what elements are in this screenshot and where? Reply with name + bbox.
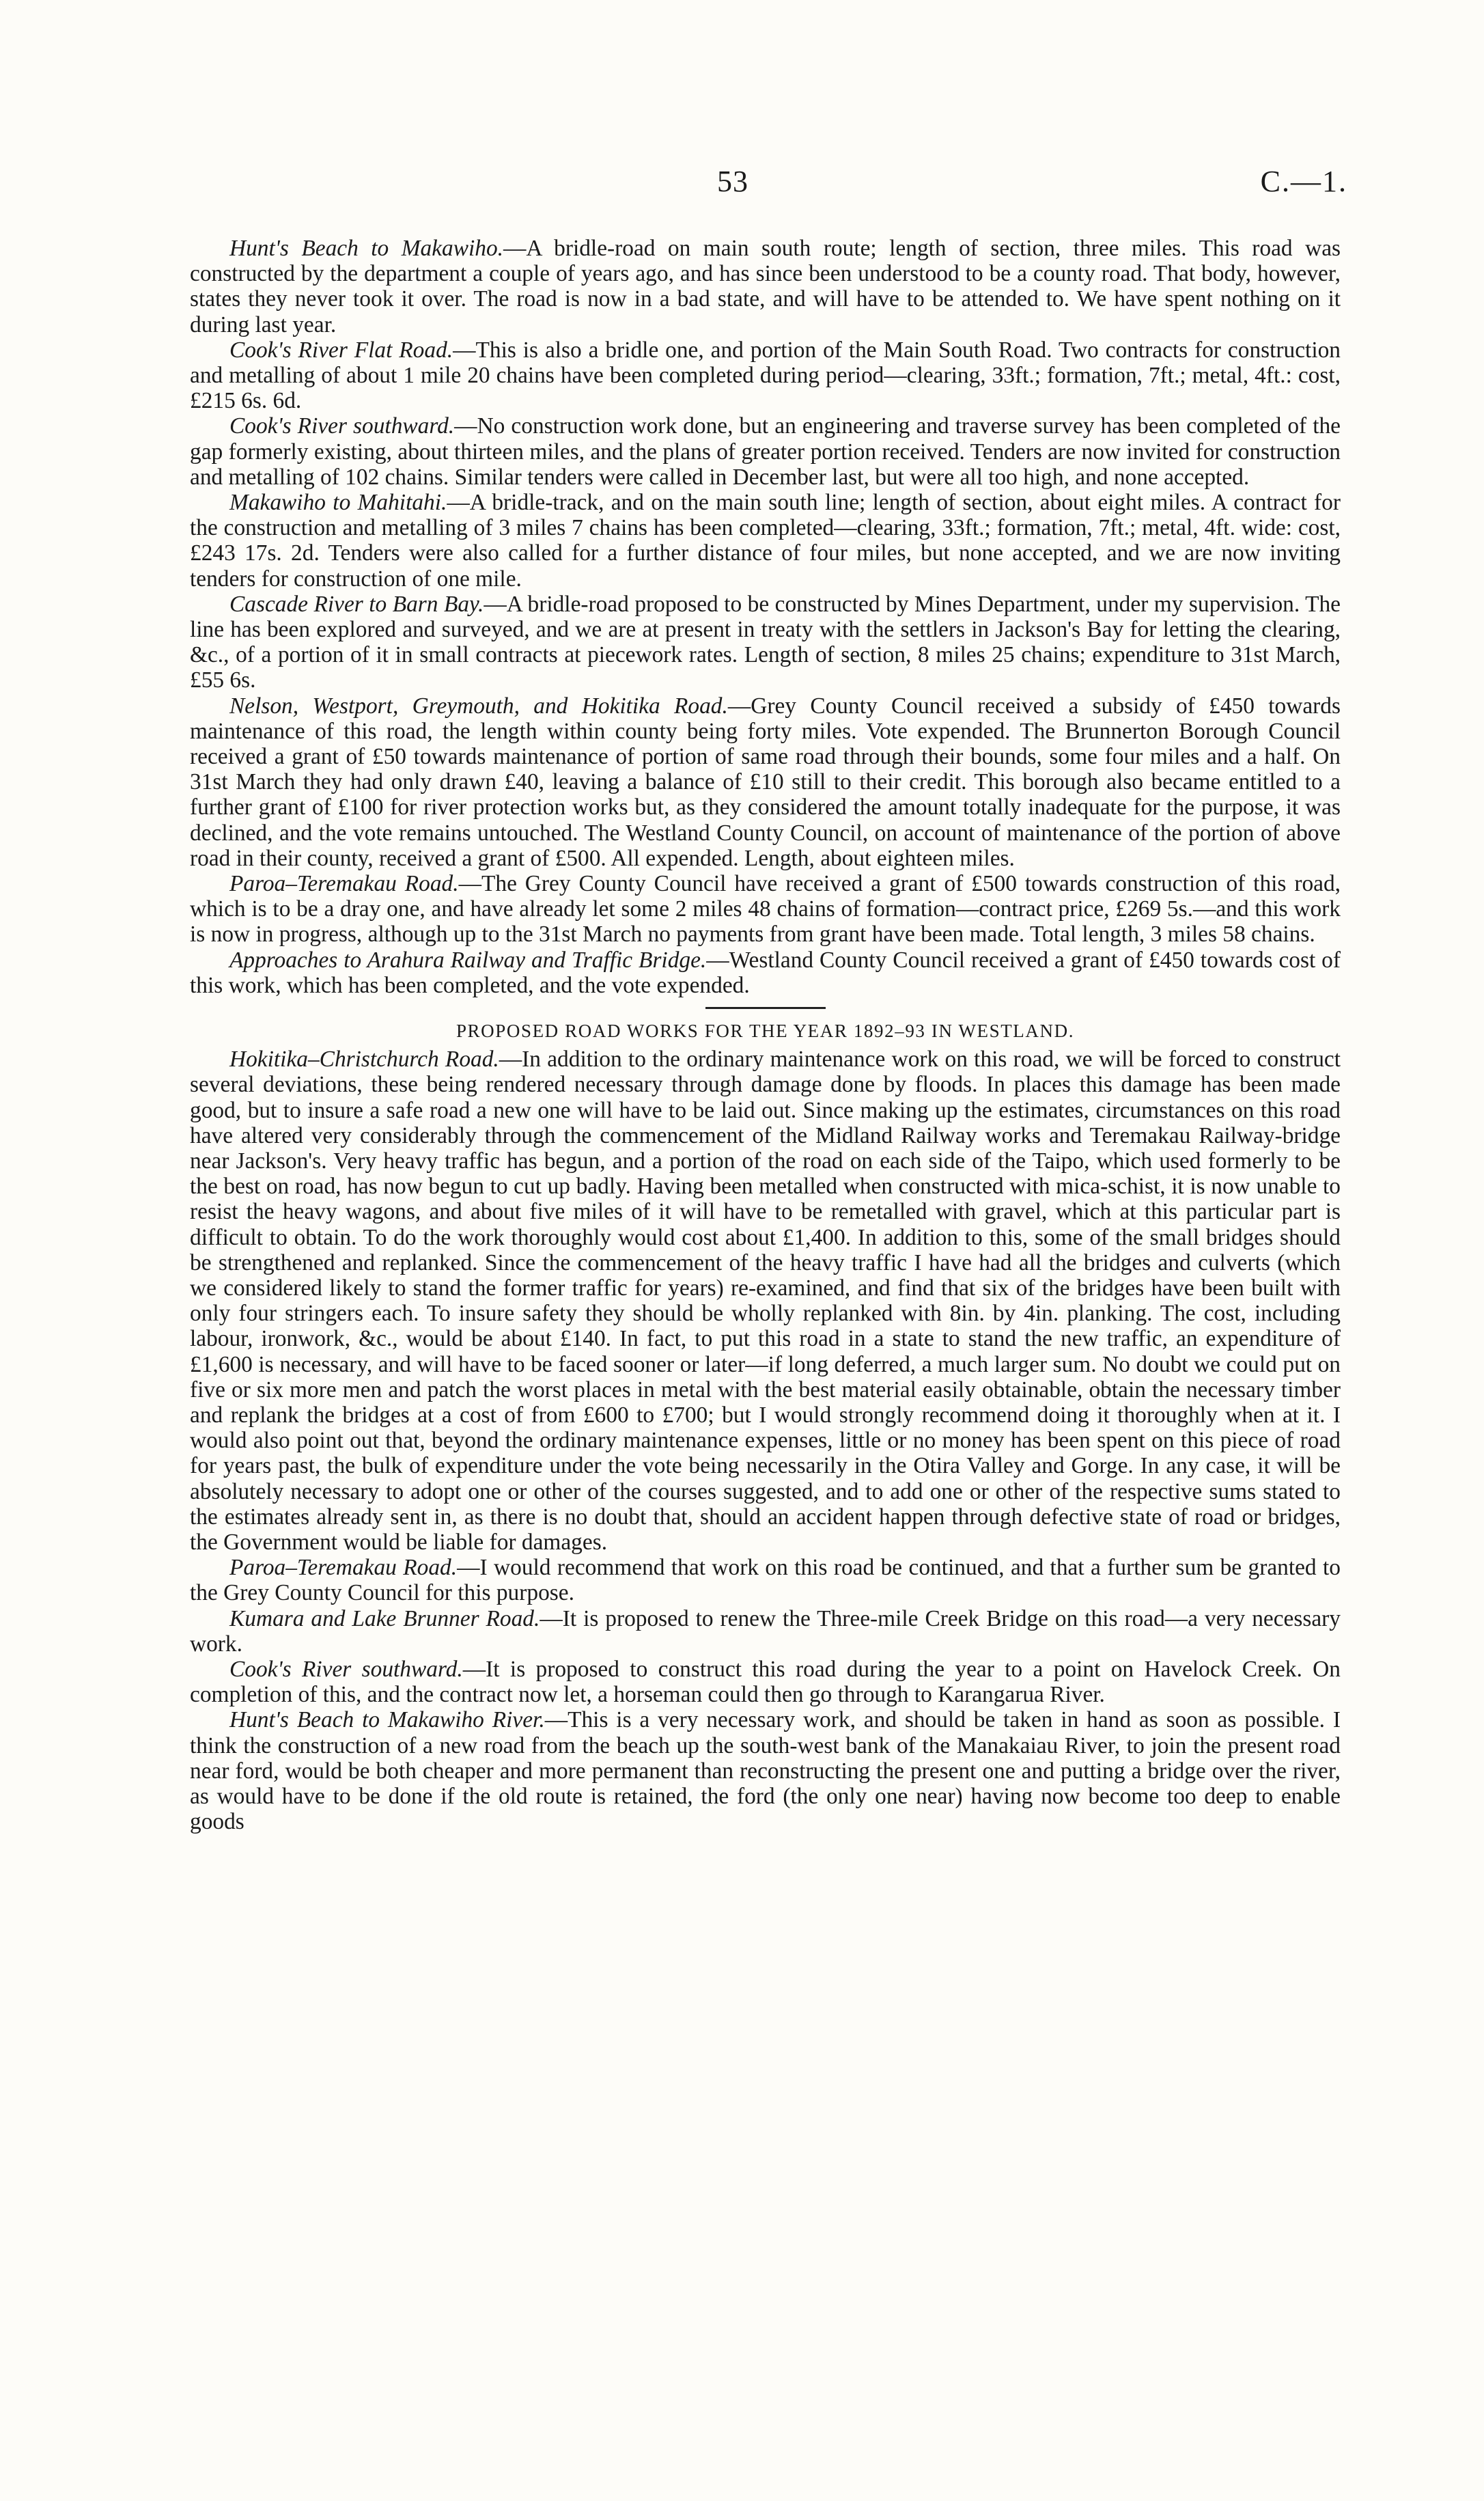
paragraph-text: —It is proposed to construct this road during the year to a point on Havelock Creek. On completion of this, and the contract now let, a horseman could then go through to Karangarua River. (190, 1656, 1341, 1708)
paragraph (190, 236, 1341, 337)
paragraph-heading: Hokitika–Christchurch Road. (229, 1047, 499, 1073)
paragraph-text: —I would recommend that work on this road be continued, and that a further sum be granted to the Grey County Council for this purpose. (190, 1555, 1341, 1606)
paragraph-text: —A bridle-road proposed to be constructed by Mines Department, under my supervision. The line has been explored and surveyed, and we are at present in treaty with the settlers in Jackson's Bay for letting the clearing, &c., of a portion of it in small contracts at piecework rates. Length of section, 8 miles 25 chains; expenditure to 31st March, £55 6s. (190, 591, 1341, 693)
document-body (190, 236, 1341, 1834)
road-works-report-section (190, 236, 1341, 998)
paragraph-heading: Cascade River to Barn Bay. (229, 591, 484, 617)
paragraph-heading: Hunt's Beach to Makawiho River. (229, 1707, 545, 1733)
paragraph (190, 1047, 1341, 1555)
paragraph-heading: Hunt's Beach to Makawiho. (229, 236, 504, 261)
paragraph-text: —This is also a bridle one, and portion of the Main South Road. Two contracts for construction and metalling of about 1 mile 20 chains have been completed during period—clearing, 33ft.; formation, 7ft.; metal, 4ft.: cost, £215 6s. 6d. (190, 337, 1341, 414)
paragraph (190, 490, 1341, 592)
paragraph-heading: Nelson, Westport, Greymouth, and Hokitika Road. (229, 693, 728, 719)
paragraph-heading: Paroa–Teremakau Road. (229, 871, 459, 897)
paragraph-heading: Approaches to Arahura Railway and Traffic Bridge. (229, 947, 707, 973)
section-title: PROPOSED ROAD WORKS FOR THE YEAR 1892–93 IN WESTLAND. (456, 1021, 1075, 1042)
paragraph-heading: Paroa–Teremakau Road. (229, 1555, 458, 1581)
page-header (0, 164, 1484, 212)
paragraph (190, 592, 1341, 693)
paragraph-heading: Makawiho to Mahitahi. (229, 490, 447, 516)
proposed-works-section (190, 1047, 1341, 1834)
paragraph (190, 337, 1341, 414)
paragraph (190, 413, 1341, 490)
sheet-reference: C.—1. (1260, 165, 1347, 198)
paragraph-text: —In addition to the ordinary maintenance work on this road, we will be forced to construct several deviations, these being rendered necessary through damage done by floods. In places this damage has been made good, but to insure a safe road a new one will have to be laid out. Since making up the estimates, circumstances on this road have altered very considerably through the commencement of the Midland Railway works and Teremakau Railway-bridge near Jackson's. Very heavy traffic has begun, and a portion of the road on each side of the Taipo, which used formerly to be the best on road, has now begun to cut up badly. Having been metalled when constructed with mica-schist, it is now unable to resist the heavy wagons, and about five miles of it will have to be remetalled with gravel, which at this particular part is difficult to obtain. To do the work thoroughly would cost about £1,400. In addition to this, some of the small bridges should be strengthened and replanked. Since the commencement of the heavy traffic I have had all the bridges and culverts (which we considered likely to stand the former traffic for years) re-examined, and find that six of the bridges have been built with only four stringers each. To insure safety they should be wholly replanked with 8in. by 4in. planking. The cost, including labour, ironwork, &c., would be about £140. In fact, to put this road in a state to stand the new traffic, an expenditure of £1,600 is necessary, and will have to be faced sooner or later—if long deferred, a much larger sum. No doubt we could put on five or six more men and patch the worst places in metal with the best material easily obtainable, obtain the necessary timber and replank the bridges at a cost of from £600 to £700; but I would strongly recommend doing it thoroughly when at it. I would also point out that, beyond the ordinary maintenance expenses, little or no money has been spent on this piece of road for years past, the bulk of expenditure under the vote being necessarily in the Otira Valley and Gorge. In any case, it will be absolutely necessary to adopt one or other of the courses suggested, and to add one or other of the respective sums stated to the estimates already sent in, as there is no doubt that, should an accident happen through defective state of road or bridges, the Government would be liable for damages. (190, 1047, 1341, 1555)
paragraph-heading: Cook's River southward. (229, 413, 455, 439)
page-number: 53 (717, 165, 748, 198)
paragraph (190, 948, 1341, 998)
paragraph-text: —No construction work done, but an engineering and traverse survey has been completed of the gap formerly existing, about thirteen miles, and the plans of greater portion received. Tenders are now invited for construction and metalling of 102 chains. Similar tenders were called in December last, but were all too high, and none accepted. (190, 413, 1341, 490)
section-divider (705, 1007, 826, 1009)
paragraph (190, 1657, 1341, 1707)
paragraph (190, 1707, 1341, 1834)
paragraph-text: —Westland County Council received a grant of £450 towards cost of this work, which has been completed, and the vote expended. (190, 947, 1341, 998)
paragraph-text: —This is a very necessary work, and should be taken in hand as soon as possible. I think the construction of a new road from the beach up the south-west bank of the Manakaiau River, to join the present road near ford, would be both cheaper and more permanent than reconstructing the present one and putting a bridge over the river, as would have to be done if the old route is retained, the ford (the only one near) having now become too deep to enable goods (190, 1707, 1341, 1835)
paragraph-text: —The Grey County Council have received a grant of £500 towards construction of this road, which is to be a dray one, and have already let some 2 miles 48 chains of formation—contract price, £269 5s.—and this work is now in progress, although up to the 31st March no payments from grant have been made. Total length, 3 miles 58 chains. (190, 871, 1341, 948)
paragraph-text: —Grey County Council received a subsidy of £450 towards maintenance of this road, the length within county being forty miles. Vote expended. The Brunnerton Borough Council received a grant of £50 towards maintenance of portion of same road through their bounds, some four miles and a half. On 31st March they had only drawn £40, leaving a balance of £10 still to their credit. This borough also became entitled to a further grant of £100 for river protection works but, as they considered the amount totally inadequate for the purpose, it was declined, and the vote remains untouched. The Westland County Council, on account of maintenance of the portion of above road in their county, received a grant of £500. All expended. Length, about eighteen miles. (190, 693, 1341, 871)
paragraph (190, 1606, 1341, 1657)
paragraph-text: —A bridle-road on main south route; length of section, three miles. This road was constructed by the department a couple of years ago, and has since been understood to be a county road. That body, however, states they never took it over. The road is now in a bad state, and will have to be attended to. We have spent nothing on it during last year. (190, 236, 1341, 337)
paragraph-text: —A bridle-track, and on the main south line; length of section, about eight miles. A contract for the construction and metalling of 3 miles 7 chains has been completed—clearing, 33ft.; formation, 7ft.; metal, 4ft. wide: cost, £243 17s. 2d. Tenders were also called for a further distance of four miles, but none accepted, and we are now inviting tenders for construction of one mile. (190, 490, 1341, 592)
paragraph-heading: Cook's River Flat Road. (229, 337, 453, 363)
paragraph (190, 693, 1341, 871)
paragraph (190, 1555, 1341, 1605)
paragraph-heading: Kumara and Lake Brunner Road. (229, 1605, 540, 1631)
paragraph (190, 871, 1341, 948)
paragraph-heading: Cook's River southward. (229, 1656, 463, 1682)
paragraph-text: —It is proposed to renew the Three-mile Creek Bridge on this road—a very necessary work. (190, 1605, 1341, 1657)
